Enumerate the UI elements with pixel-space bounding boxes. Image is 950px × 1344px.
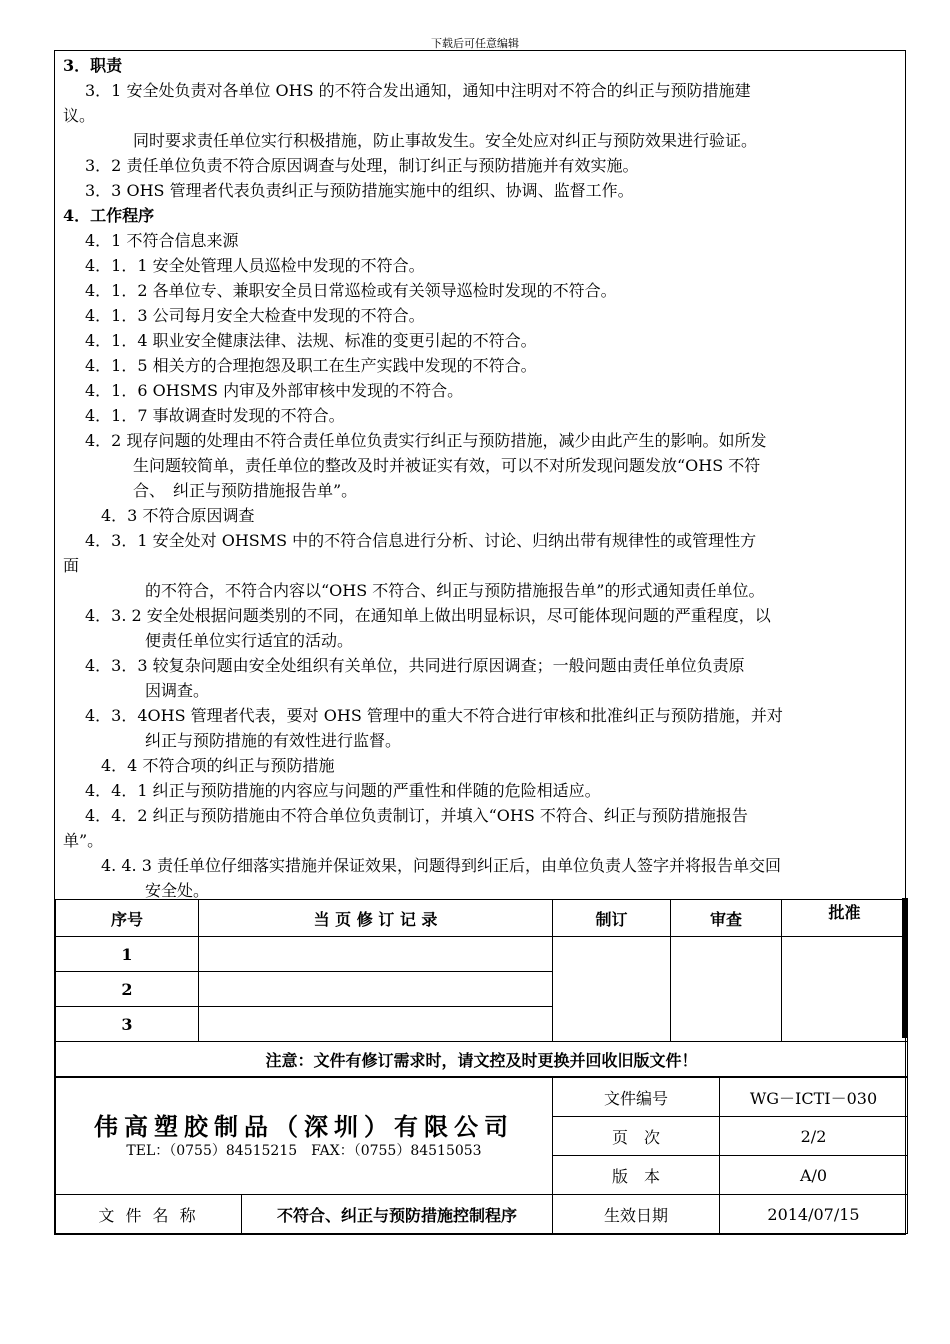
- col-draft: 制订: [553, 900, 671, 937]
- body-line: 4．4．1 纠正与预防措施的内容应与问题的严重性和伴随的危险相适应。: [85, 781, 601, 800]
- body-line: 4．3．1 安全处对 OHSMS 中的不符合信息进行分析、讨论、归纳出带有规律性的或管理性方: [85, 531, 757, 550]
- body-line: 4．1．1 安全处管理人员巡检中发现的不符合。: [85, 256, 425, 275]
- record-cell: [199, 937, 553, 972]
- effective-date: 2014/07/15: [720, 1195, 908, 1234]
- body-line: 面: [63, 556, 80, 575]
- row-num: 2: [56, 972, 199, 1007]
- body-line: 的不符合，不符合内容以“OHS 不符合、纠正与预防措施报告单”的形式通知责任单位。: [145, 581, 765, 600]
- document-page: [54, 50, 906, 1235]
- body-line: 4．4．2 纠正与预防措施由不符合单位负责制订，并填入“OHS 不符合、纠正与预防措施报告: [85, 806, 748, 825]
- file-name-label: 文 件 名 称: [56, 1195, 242, 1234]
- body-line: 3．1 安全处负责对各单位 OHS 的不符合发出通知，通知中注明对不符合的纠正与预防措施建: [85, 81, 751, 100]
- body-line: 4．2 现存问题的处理由不符合责任单位负责实行纠正与预防措施，减少由此产生的影响。如所发: [85, 431, 767, 450]
- company-contact: TEL：（0755）84515215 FAX：（0755）84515053: [126, 1143, 482, 1159]
- body-line: 生问题较简单，责任单位的整改及时并被证实有效，可以不对所发现问题发放“OHS 不符: [133, 456, 761, 475]
- body-line: 4．1．3 公司每月安全大检查中发现的不符合。: [85, 306, 425, 325]
- version-label: 版 本: [553, 1156, 720, 1195]
- table-row: [56, 937, 908, 972]
- revision-header-row: [56, 900, 908, 937]
- effective-date-label: 生效日期: [553, 1195, 720, 1234]
- body-line: 便责任单位实行适宜的活动。: [145, 631, 354, 650]
- body-line: 安全处。: [145, 881, 210, 900]
- col-approve: 批准: [782, 900, 908, 937]
- body-line: 3．职责: [63, 56, 123, 75]
- doc-no-label: 文件编号: [553, 1078, 720, 1117]
- procedure-body: [55, 51, 905, 899]
- revision-table: [55, 899, 908, 1077]
- body-line: 4．工作程序: [63, 206, 155, 225]
- file-name: 不符合、纠正与预防措施控制程序: [242, 1195, 553, 1234]
- body-line: 3．3 OHS 管理者代表负责纠正与预防措施实施中的组织、协调、监督工作。: [85, 181, 634, 200]
- review-cell: [671, 937, 782, 1042]
- doc-no: WG－ICTI－030: [720, 1078, 908, 1117]
- approve-cell: [782, 937, 908, 1042]
- page-number: 2/2: [720, 1117, 908, 1156]
- page-label: 页 次: [553, 1117, 720, 1156]
- body-line: 议。: [63, 106, 96, 125]
- body-line: 单”。: [63, 831, 104, 850]
- col-record: 当 页 修 订 记 录: [199, 900, 553, 937]
- body-line: 4. 4. 3 责任单位仔细落实措施并保证效果，问题得到纠正后，由单位负责人签字并将报告单交回: [85, 856, 781, 875]
- notice: 注意：文件有修订需求时，请文控及时更换并回收旧版文件！: [56, 1042, 908, 1077]
- body-line: 4．3．4OHS 管理者代表，要对 OHS 管理中的重大不符合进行审核和批准纠正与预防措施，并对: [85, 706, 783, 725]
- version: A/0: [720, 1156, 908, 1195]
- col-review: 审查: [671, 900, 782, 937]
- body-line: 因调查。: [145, 681, 210, 700]
- body-line: 4．1．6 OHSMS 内审及外部审核中发现的不符合。: [85, 381, 464, 400]
- company-name: 伟高塑胶制品（深圳）有限公司: [94, 1112, 514, 1141]
- body-line: 4．3．3 较复杂问题由安全处组织有关单位，共同进行原因调查；一般问题由责任单位负责原: [85, 656, 745, 675]
- footer-table: [55, 1077, 908, 1234]
- body-line: 纠正与预防措施的有效性进行监督。: [145, 731, 402, 750]
- body-line: 4．4 不符合项的纠正与预防措施: [85, 756, 335, 775]
- row-num: 3: [56, 1007, 199, 1042]
- record-cell: [199, 972, 553, 1007]
- record-cell: [199, 1007, 553, 1042]
- body-line: 4．1．7 事故调查时发现的不符合。: [85, 406, 345, 425]
- body-line: 合、 纠正与预防措施报告单”。: [133, 481, 358, 500]
- margin-bar: [902, 898, 908, 1038]
- body-line: 4．1．5 相关方的合理抱怨及职工在生产实践中发现的不符合。: [85, 356, 537, 375]
- body-line: 4．1．4 职业安全健康法律、法规、标准的变更引起的不符合。: [85, 331, 537, 350]
- body-line: 4．1 不符合信息来源: [85, 231, 239, 250]
- draft-cell: [553, 937, 671, 1042]
- header-note: 下载后可任意编辑: [431, 37, 519, 50]
- body-line: 3．2 责任单位负责不符合原因调查与处理，制订纠正与预防措施并有效实施。: [85, 156, 639, 175]
- col-seq: 序号: [56, 900, 199, 937]
- body-line: 4．3 不符合原因调查: [85, 506, 255, 525]
- body-line: 4．1．2 各单位专、兼职安全员日常巡检或有关领导巡检时发现的不符合。: [85, 281, 617, 300]
- company-block: [56, 1078, 553, 1195]
- body-line: 4．3. 2 安全处根据问题类别的不同，在通知单上做出明显标识，尽可能体现问题的严重程度，以: [85, 606, 771, 625]
- body-line: 同时要求责任单位实行积极措施，防止事故发生。安全处应对纠正与预防效果进行验证。: [133, 131, 758, 150]
- row-num: 1: [56, 937, 199, 972]
